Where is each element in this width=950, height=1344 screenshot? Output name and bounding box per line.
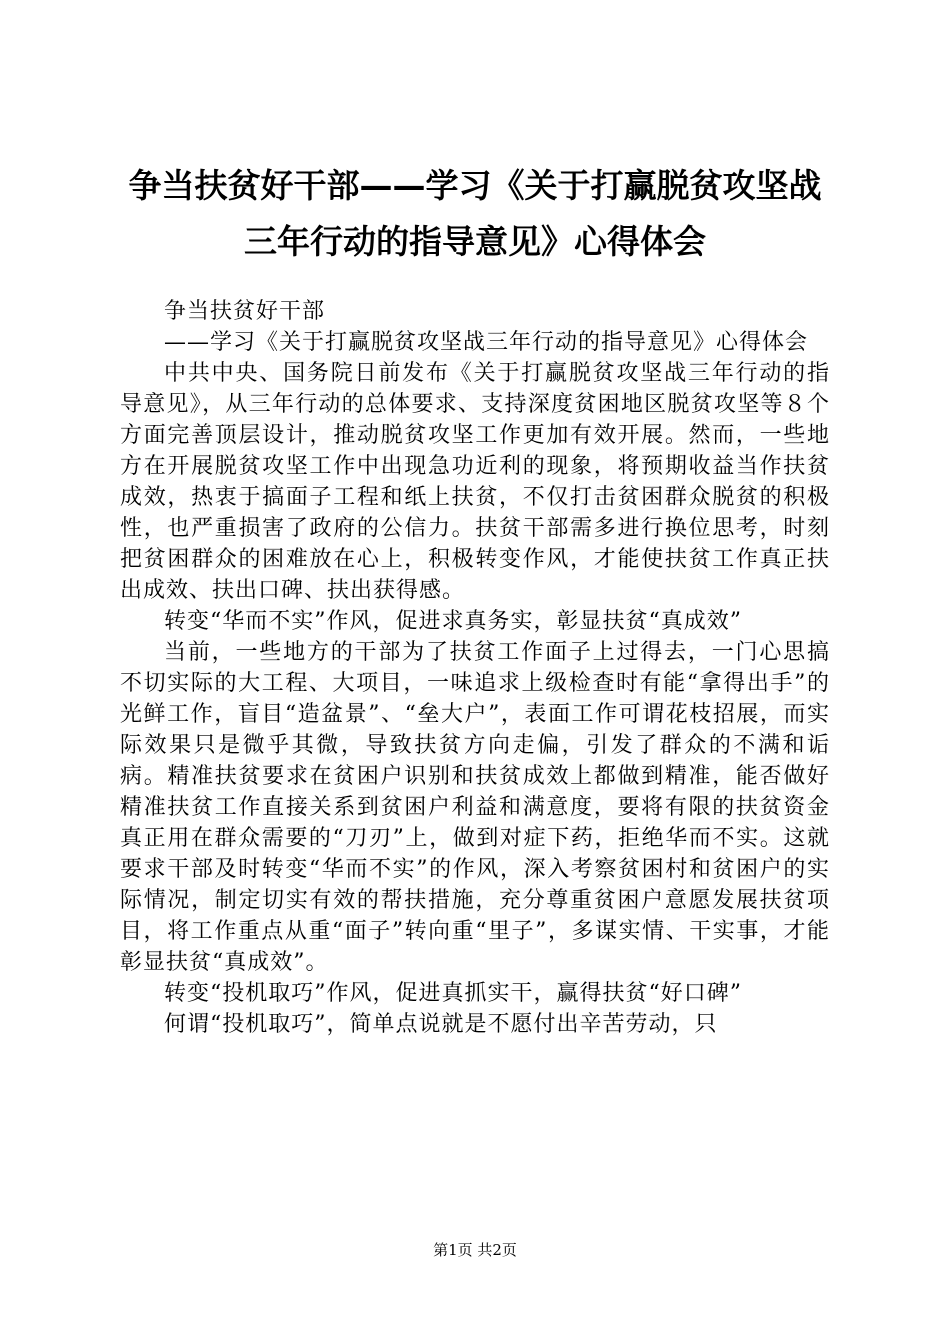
page-number: 第1页 共2页	[433, 1241, 517, 1259]
section-heading: 转变“投机取巧”作风，促进真抓实干，赢得扶贫“好口碑”	[164, 981, 742, 1006]
subtitle-line: 争当扶贫好干部	[164, 299, 326, 324]
body-paragraph: 当前，一些地方的干部为了扶贫工作面子上过得去，一门心思搞不切实际的大工程、大项目，一味追求上级检查时有能“拿得出手”的光鲜工作，盲目“造盆景”、“垒大户”，表面工作可谓花枝招展，而实际效果只是微乎其微，导致扶贫方向走偏，引发了群众的不满和诟病。精准扶贫要求在贫困户识别和扶贫成效上都做到精准，能否做好精准扶贫工作直接关系到贫困户利益和满意度，要将有限的扶贫资金真正用在群众需要的“刀刃”上，做到对症下药，拒绝华而不实。这就要求干部及时转变“华而不实”的作风，深入考察贫困村和贫困户的实际情况，制定切实有效的帮扶措施，充分尊重贫困户意愿发展扶贫项目，将工作重点从重“面子”转向重“里子”，多谋实情、干实事，才能彰显扶贫“真成效”。	[120, 640, 830, 975]
document-body	[120, 296, 830, 1040]
subtitle-line: ——学习《关于打赢脱贫攻坚战三年行动的指导意见》心得体会	[164, 330, 809, 355]
document-title: 争当扶贫好干部——学习《关于打赢脱贫攻坚战三年行动的指导意见》心得体会	[128, 166, 822, 261]
section-heading: 转变“华而不实”作风，促进求真务实，彰显扶贫“真成效”	[164, 609, 742, 634]
body-paragraph: 中共中央、国务院日前发布《关于打赢脱贫攻坚战三年行动的指导意见》，从三年行动的总体要求、支持深度贫困地区脱贫攻坚等８个方面完善顶层设计，推动脱贫攻坚工作更加有效开展。然而，一些地方在开展脱贫攻坚工作中出现急功近利的现象，将预期收益当作扶贫成效，热衷于搞面子工程和纸上扶贫，不仅打击贫困群众脱贫的积极性，也严重损害了政府的公信力。扶贫干部需多进行换位思考，时刻把贫困群众的困难放在心上，积极转变作风，才能使扶贫工作真正扶出成效、扶出口碑、扶出获得感。	[120, 361, 830, 603]
body-paragraph: 何谓“投机取巧”，简单点说就是不愿付出辛苦劳动，只	[164, 1012, 718, 1037]
